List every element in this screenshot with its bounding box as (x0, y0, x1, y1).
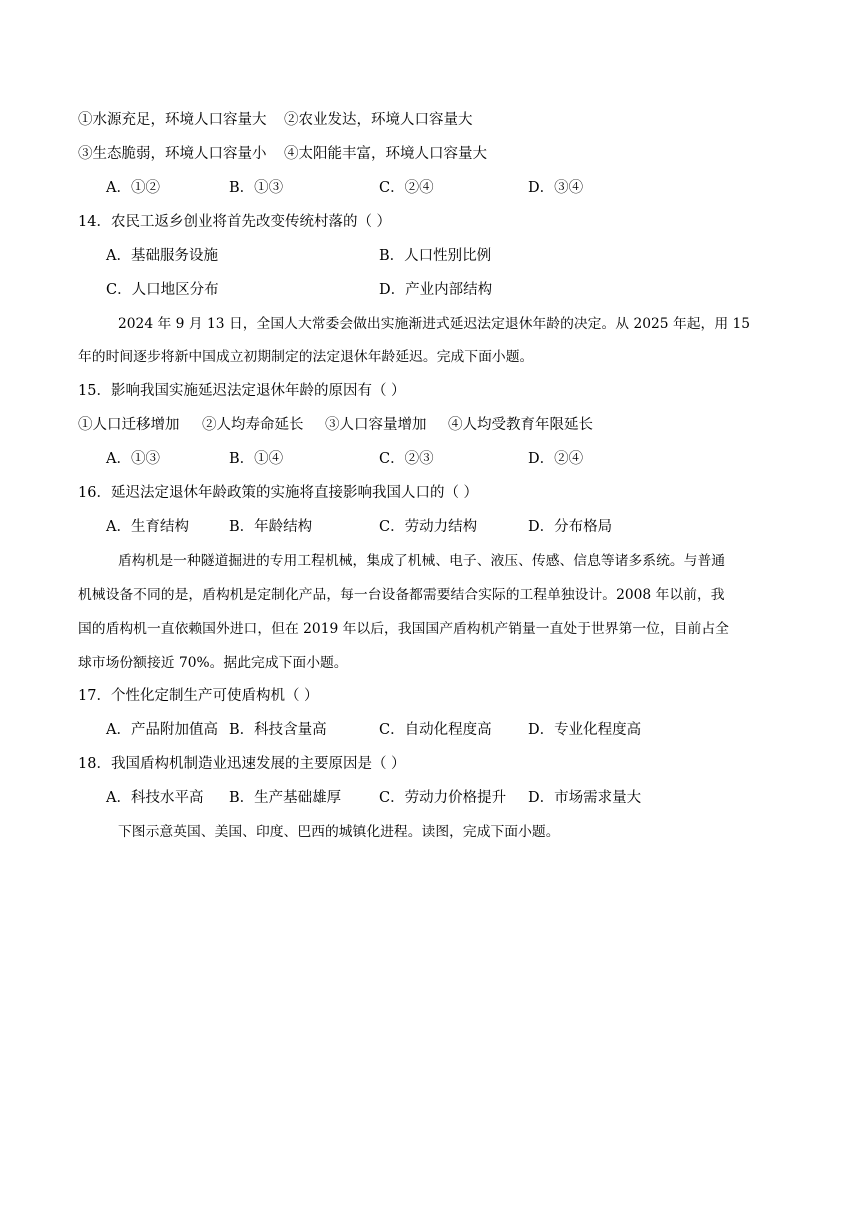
q13-option-c[interactable]: C．②④ (379, 180, 434, 196)
q16-option-c[interactable]: C．劳动力结构 (379, 519, 478, 535)
q18-option-d[interactable]: D．市场需求量大 (528, 790, 642, 806)
q18-option-b[interactable]: B．生产基础雄厚 (229, 790, 342, 806)
passage2-line1: 盾构机是一种隧道掘进的专用工程机械，集成了机械、电子、液压、传感、信息等诸多系统。与普通 (118, 553, 726, 569)
q13-option-a[interactable]: A．①② (106, 180, 160, 196)
q18-option-c[interactable]: C．劳动力价格提升 (379, 790, 507, 806)
q14-stem: 14．农民工返乡创业将首先改变传统村落的（ ） (78, 214, 392, 230)
q17-option-a[interactable]: A．产品附加值高 (106, 722, 218, 738)
q13-option-b[interactable]: B．①③ (229, 180, 284, 196)
q15-option-c[interactable]: C．②③ (379, 451, 434, 467)
q15-item-4: ④人均受教育年限延长 (448, 417, 593, 433)
q17-option-d[interactable]: D．专业化程度高 (528, 722, 642, 738)
q16-option-a[interactable]: A．生育结构 (106, 519, 189, 535)
passage2-line4: 球市场份额接近 70%。据此完成下面小题。 (78, 655, 348, 671)
statement-1: ①水源充足，环境人口容量大 (78, 112, 267, 128)
q16-stem: 16．延迟法定退休年龄政策的实施将直接影响我国人口的（ ） (78, 485, 479, 501)
statement-2: ②农业发达，环境人口容量大 (284, 112, 473, 128)
q15-item-1: ①人口迁移增加 (78, 417, 180, 433)
passage2-line3: 国的盾构机一直依赖国外进口，但在 2019 年以后，我国国产盾构机产销量一直处于世界第一位，目前占全 (78, 621, 729, 637)
q17-option-b[interactable]: B．科技含量高 (229, 722, 327, 738)
q15-item-2: ②人均寿命延长 (202, 417, 304, 433)
statement-4: ④太阳能丰富，环境人口容量大 (284, 146, 487, 162)
q15-stem: 15．影响我国实施延迟法定退休年龄的原因有（ ） (78, 383, 406, 399)
q14-option-a[interactable]: A．基础服务设施 (106, 248, 218, 264)
q15-option-d[interactable]: D．②④ (528, 451, 584, 467)
q15-item-3: ③人口容量增加 (325, 417, 427, 433)
passage1-line1: 2024 年 9 月 13 日，全国人大常委会做出实施渐进式延迟法定退休年龄的决定。从 2025 年起，用 15 (118, 316, 751, 332)
q15-option-b[interactable]: B．①④ (229, 451, 284, 467)
q18-stem: 18．我国盾构机制造业迅速发展的主要原因是（ ） (78, 756, 406, 772)
q16-option-d[interactable]: D．分布格局 (528, 519, 613, 535)
passage2-line2: 机械设备不同的是，盾构机是定制化产品，每一台设备都需要结合实际的工程单独设计。2008 年以前，我 (78, 587, 725, 603)
q14-option-b[interactable]: B．人口性别比例 (379, 248, 492, 264)
q18-option-a[interactable]: A．科技水平高 (106, 790, 204, 806)
q14-option-d[interactable]: D．产业内部结构 (379, 282, 493, 298)
q16-option-b[interactable]: B．年龄结构 (229, 519, 313, 535)
q17-stem: 17．个性化定制生产可使盾构机（ ） (78, 688, 319, 704)
statement-3: ③生态脆弱，环境人口容量小 (78, 146, 267, 162)
passage1-line2: 年的时间逐步将新中国成立初期制定的法定退休年龄延迟。完成下面小题。 (78, 349, 534, 365)
q15-option-a[interactable]: A．①③ (106, 451, 160, 467)
passage3-line1: 下图示意英国、美国、印度、巴西的城镇化进程。读图，完成下面小题。 (118, 824, 560, 840)
q14-option-c[interactable]: C．人口地区分布 (106, 282, 219, 298)
q13-option-d[interactable]: D．③④ (528, 180, 584, 196)
q17-option-c[interactable]: C．自动化程度高 (379, 722, 492, 738)
